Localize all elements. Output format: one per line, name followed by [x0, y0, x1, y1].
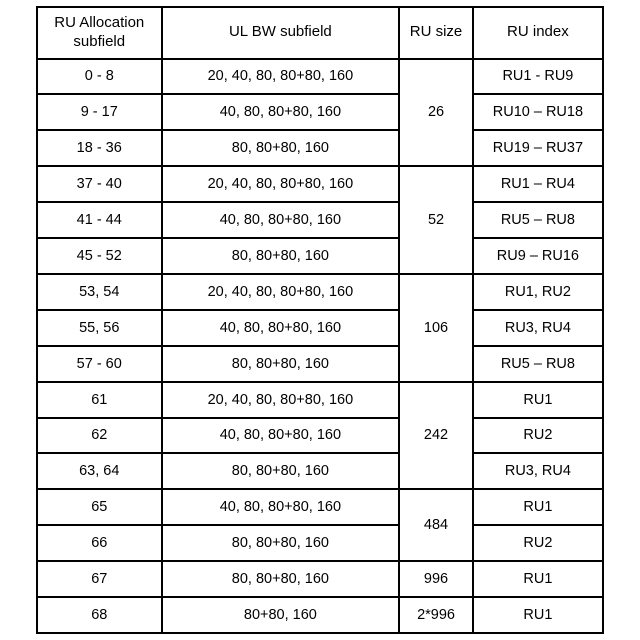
cell-ul-bw-subfield: 80, 80+80, 160 [162, 561, 400, 597]
cell-ru-index: RU5 – RU8 [473, 202, 603, 238]
table-body [37, 59, 603, 634]
table-row [37, 525, 603, 561]
table-row [37, 453, 603, 489]
table-row [37, 94, 603, 130]
column-header-ru-size: RU size [399, 7, 473, 59]
cell-ru-allocation-subfield: 18 - 36 [37, 130, 162, 166]
cell-ru-index: RU2 [473, 525, 603, 561]
cell-ru-index: RU1, RU2 [473, 274, 603, 310]
cell-ul-bw-subfield: 80+80, 160 [162, 597, 400, 633]
table-row [37, 130, 603, 166]
cell-ru-allocation-subfield: 68 [37, 597, 162, 633]
cell-ul-bw-subfield: 40, 80, 80+80, 160 [162, 202, 400, 238]
table-row [37, 346, 603, 382]
cell-ul-bw-subfield: 20, 40, 80, 80+80, 160 [162, 382, 400, 418]
table-row [37, 561, 603, 597]
cell-ru-allocation-subfield: 62 [37, 418, 162, 454]
cell-ru-index: RU1 [473, 597, 603, 633]
table-row [37, 597, 603, 633]
table-row [37, 166, 603, 202]
table-row [37, 274, 603, 310]
table-row [37, 202, 603, 238]
cell-ru-size: 996 [399, 561, 473, 597]
table-row [37, 382, 603, 418]
cell-ul-bw-subfield: 40, 80, 80+80, 160 [162, 310, 400, 346]
cell-ru-allocation-subfield: 53, 54 [37, 274, 162, 310]
ru-allocation-table [36, 6, 604, 634]
cell-ru-allocation-subfield: 65 [37, 489, 162, 525]
cell-ru-size: 2*996 [399, 597, 473, 633]
cell-ru-index: RU9 – RU16 [473, 238, 603, 274]
cell-ul-bw-subfield: 80, 80+80, 160 [162, 453, 400, 489]
table-header-row [37, 7, 603, 59]
cell-ru-index: RU3, RU4 [473, 453, 603, 489]
cell-ru-index: RU1 - RU9 [473, 59, 603, 95]
cell-ru-size: 26 [399, 59, 473, 167]
cell-ru-allocation-subfield: 67 [37, 561, 162, 597]
column-header-ul-bw-subfield: UL BW subfield [162, 7, 400, 59]
table-header [37, 7, 603, 59]
cell-ul-bw-subfield: 40, 80, 80+80, 160 [162, 94, 400, 130]
table-row [37, 418, 603, 454]
cell-ru-allocation-subfield: 63, 64 [37, 453, 162, 489]
table-row [37, 238, 603, 274]
cell-ru-index: RU1 [473, 561, 603, 597]
cell-ru-index: RU19 – RU37 [473, 130, 603, 166]
table-row [37, 310, 603, 346]
cell-ul-bw-subfield: 40, 80, 80+80, 160 [162, 489, 400, 525]
cell-ul-bw-subfield: 80, 80+80, 160 [162, 238, 400, 274]
cell-ru-allocation-subfield: 57 - 60 [37, 346, 162, 382]
column-header-ru-index: RU index [473, 7, 603, 59]
cell-ru-allocation-subfield: 61 [37, 382, 162, 418]
cell-ru-index: RU1 [473, 382, 603, 418]
cell-ru-allocation-subfield: 55, 56 [37, 310, 162, 346]
cell-ul-bw-subfield: 20, 40, 80, 80+80, 160 [162, 166, 400, 202]
cell-ru-size: 484 [399, 489, 473, 561]
cell-ru-allocation-subfield: 45 - 52 [37, 238, 162, 274]
cell-ru-size: 52 [399, 166, 473, 274]
cell-ru-allocation-subfield: 9 - 17 [37, 94, 162, 130]
column-header-ru-allocation-subfield: RU Allocation subfield [37, 7, 162, 59]
cell-ru-allocation-subfield: 37 - 40 [37, 166, 162, 202]
cell-ru-index: RU2 [473, 418, 603, 454]
cell-ul-bw-subfield: 80, 80+80, 160 [162, 525, 400, 561]
cell-ru-index: RU3, RU4 [473, 310, 603, 346]
cell-ul-bw-subfield: 80, 80+80, 160 [162, 130, 400, 166]
table-row [37, 489, 603, 525]
cell-ru-allocation-subfield: 0 - 8 [37, 59, 162, 95]
cell-ul-bw-subfield: 20, 40, 80, 80+80, 160 [162, 274, 400, 310]
cell-ru-allocation-subfield: 66 [37, 525, 162, 561]
table-row [37, 59, 603, 95]
cell-ru-index: RU1 – RU4 [473, 166, 603, 202]
cell-ru-index: RU5 – RU8 [473, 346, 603, 382]
cell-ru-size: 106 [399, 274, 473, 382]
cell-ul-bw-subfield: 20, 40, 80, 80+80, 160 [162, 59, 400, 95]
cell-ru-allocation-subfield: 41 - 44 [37, 202, 162, 238]
cell-ru-size: 242 [399, 382, 473, 490]
cell-ul-bw-subfield: 40, 80, 80+80, 160 [162, 418, 400, 454]
cell-ru-index: RU10 – RU18 [473, 94, 603, 130]
cell-ru-index: RU1 [473, 489, 603, 525]
cell-ul-bw-subfield: 80, 80+80, 160 [162, 346, 400, 382]
